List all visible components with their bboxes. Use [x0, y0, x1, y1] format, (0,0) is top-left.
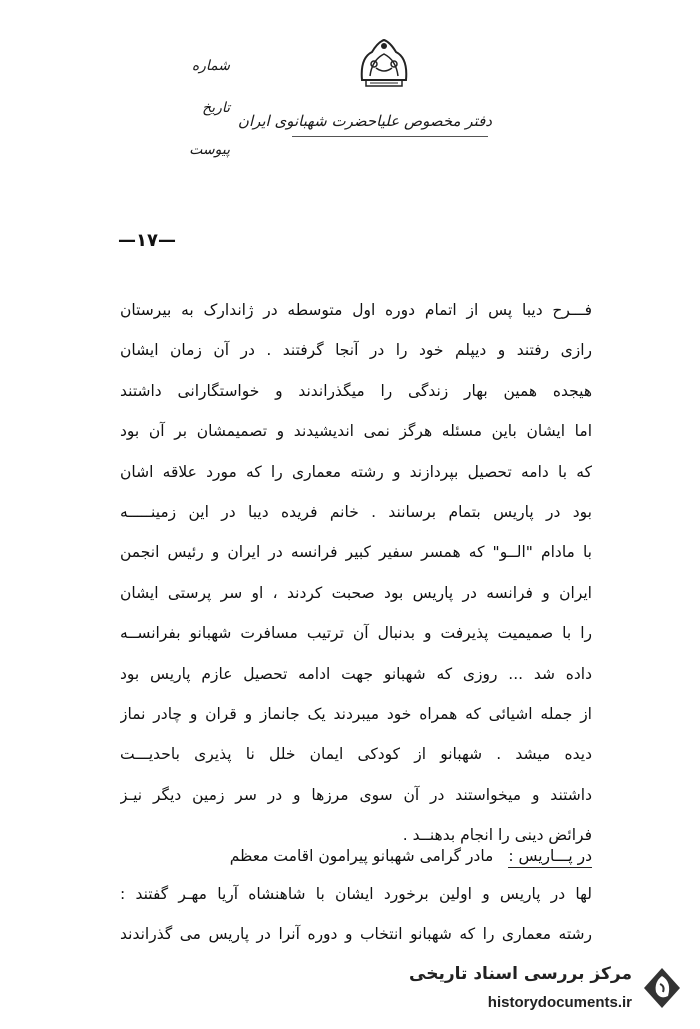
text-line: اما ایشان باین مسئله هرگز نمی اندیشیدند و تصمیمشان بر آن بود	[120, 422, 592, 441]
watermark-url: historydocuments.ir	[487, 994, 632, 1011]
text-line: دیده میشد . شهبانو از کودکی ایمان خلل نا پذیری باحدیـــت	[120, 745, 592, 764]
number-label: شماره	[191, 58, 230, 74]
office-title-underline	[292, 136, 488, 137]
text-line: با مادام "الــو" که همسر سفیر کبیر فرانسه در ایران و رئیس انجمن	[120, 543, 592, 562]
text-line: لها در پاریس و اولین برخورد ایشان با شاهنشاه آریا مهـر گفتند :	[120, 885, 592, 903]
text-line: بود در پاریس بتمام برسانند . خانم فریده دیبا در این زمینـــــه	[120, 502, 592, 521]
attachment-label: پیوست	[189, 142, 230, 158]
watermark	[410, 958, 690, 1020]
body-paragraph	[120, 296, 592, 861]
section-heading-text: مادر گرامی شهبانو پیرامون اقامت معظم	[229, 847, 494, 865]
body-paragraph-2	[120, 880, 592, 961]
text-line: از جمله اشیائی که همراه خود میبردند یک جانماز و قران و چادر نماز	[120, 704, 592, 723]
text-line: ایران و فرانسه در پاریس بود صحبت کردند ، او سر پرستی ایشان	[120, 583, 592, 602]
text-line: را با صمیمیت پذیرفت و بدنبال آن ترتیب مسافرت شهبانو بفرانســه	[120, 624, 592, 643]
text-line: که با دامه تحصیل بپردازند و رشته معماری را که مورد علاقه اشان	[120, 462, 592, 481]
page-number: —۱۷—	[118, 230, 176, 251]
office-title: دفتر مخصوص علیاحضرت شهبانوی ایران	[237, 112, 492, 130]
watermark-logo-icon	[638, 964, 686, 1012]
text-line: رشته معماری را که شهبانو انتخاب و دوره آنرا در پاریس می گذراندند	[120, 925, 592, 944]
text-line: داشتند و میخواستند در آن سوی مرزها و در سر زمین دیگر نیـز	[120, 785, 592, 804]
text-line: رازی رفتند و دیپلم خود را در آنجا گرفتند . در آن زمان ایشان	[120, 341, 592, 360]
royal-crown-emblem	[352, 36, 416, 92]
text-line: هیجده همین بهار زندگی را میگذراندند و خواستگارانی داشتند	[120, 381, 592, 400]
section-heading	[120, 847, 592, 865]
section-heading-label: در پـــاریس :	[508, 847, 592, 868]
text-line: فرائض دینی را انجام بدهنــد .	[402, 826, 592, 845]
watermark-name: مرکز بررسی اسناد تاریخی	[409, 964, 632, 984]
text-line: فـــرح دیبا پس از اتمام دوره اول متوسطه در ژاندارک به بیرستان	[120, 301, 592, 319]
date-label: تاریخ	[202, 100, 230, 116]
text-line: داده شد ... روزی که شهبانو جهت ادامه تحصیل عازم پاریس بود	[120, 664, 592, 683]
document-meta-labels	[150, 58, 230, 184]
